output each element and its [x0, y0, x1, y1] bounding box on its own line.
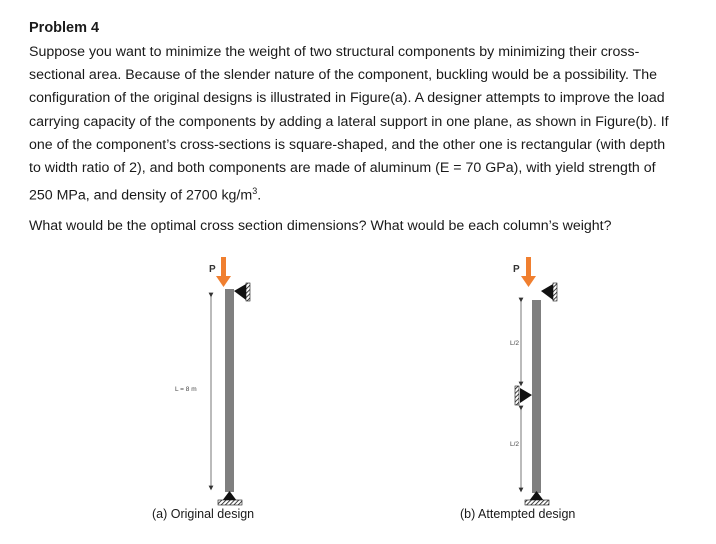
problem-statement-end: .: [257, 187, 262, 204]
figure-b-caption: (b) Attempted design: [460, 507, 576, 521]
figure-a: [152, 257, 254, 521]
figure-b-base-support: [525, 491, 549, 505]
figure-b-lower-half-label: L/2: [510, 441, 520, 448]
figure-a-length-label: L = 8 m: [175, 386, 197, 393]
figure-b-load-arrow: [521, 257, 536, 287]
figure-a-base-support: [218, 491, 242, 505]
density-unit-exponent: 3: [252, 186, 258, 197]
figure-b-upper-half-label: L/2: [510, 340, 520, 347]
problem-title: Problem 4: [29, 20, 100, 36]
figure-a-load-label: P: [209, 264, 216, 275]
figure-a-load-arrow: [216, 257, 231, 287]
figure-b-lateral-support: [515, 386, 532, 405]
figure-b: [460, 257, 575, 521]
figure-a-column: [225, 289, 234, 492]
figure-b-column: [532, 300, 541, 493]
figure-a-caption: (a) Original design: [152, 507, 255, 521]
problem-question: What would be the optimal cross section dimensions? What would be each column’s weight?: [29, 218, 612, 234]
figure-b-load-label: P: [513, 264, 520, 275]
figure-b-top-pin-support: [541, 283, 557, 301]
problem-statement-text: Suppose you want to minimize the weight of two structural components by minimizing their cross-sectional area. Because of the slender nature of the component, buckling would be a possibility. The configuration of the original designs is illustrated in Figure(a). A designer attempts to improve the load carrying capacity of the components by adding a lateral support in one plane, as shown in Figure(b). If one of the component’s cross-sections is square-shaped, and the other one is rectangular (with depth to width ratio of 2), and both components are made of aluminum (E = 70 GPa), with yield strength of 250 MPa, and density of 2700 kg/m: [29, 44, 669, 204]
figure-a-top-pin-support: [234, 283, 250, 301]
